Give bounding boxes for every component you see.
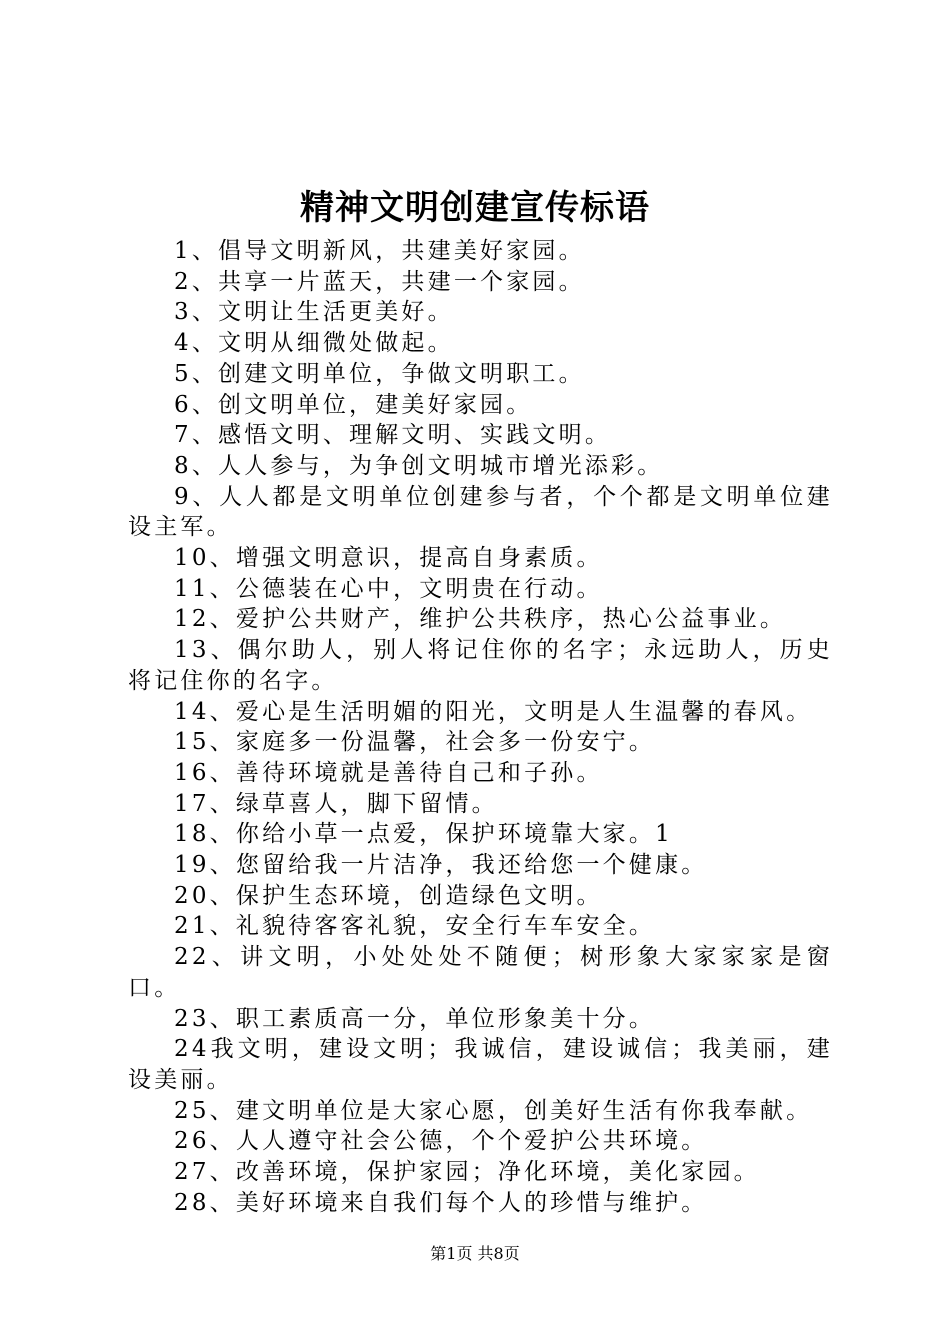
- slogan-item: 1、倡导文明新风，共建美好家园。: [174, 238, 585, 264]
- slogan-item: 27、改善环境，保护家园；净化环境，美化家园。: [174, 1159, 760, 1186]
- slogan-item: 12、爱护公共财产，维护公共秩序，热心公益事业。: [174, 606, 787, 633]
- slogan-item: 21、礼貌待客客礼貌，安全行车车安全。: [174, 913, 656, 940]
- slogan-item: 5、创建文明单位，争做文明职工。: [174, 360, 585, 387]
- slogan-item: 2、共享一片蓝天，共建一个家园。: [174, 268, 585, 295]
- document-title: 精神文明创建宣传标语: [300, 188, 650, 228]
- page-number: 第1页 共8页: [430, 1244, 520, 1263]
- slogan-item: 13、偶尔助人，别人将记住你的名字；永远助人，历史将记住你的名字。: [128, 637, 833, 694]
- slogan-item: 22、讲文明，小处处处不随便；树形象大家家家是窗口。: [128, 944, 833, 1001]
- slogan-item: 26、人人遵守社会公德，个个爱护公共环境。: [174, 1128, 708, 1155]
- slogan-item: 11、公德装在心中，文明贵在行动。: [174, 575, 603, 602]
- slogan-item: 15、家庭多一份温馨，社会多一份安宁。: [174, 729, 656, 756]
- slogan-item: 10、增强文明意识，提高自身素质。: [174, 545, 603, 572]
- slogan-item: 16、善待环境就是善待自己和子孙。: [174, 759, 603, 786]
- slogan-item: 17、绿草喜人，脚下留情。: [174, 790, 498, 817]
- slogan-list: [128, 236, 833, 1219]
- slogan-item: 4、文明从细微处做起。: [174, 330, 454, 357]
- slogan-item: 19、您留给我一片洁净，我还给您一个健康。: [174, 852, 708, 879]
- slogan-item: 14、爱心是生活明媚的阳光，文明是人生温馨的春风。: [174, 698, 813, 725]
- slogan-item: 7、感悟文明、理解文明、实践文明。: [174, 422, 612, 449]
- slogan-item: 25、建文明单位是大家心愿，创美好生活有你我奉献。: [174, 1097, 813, 1124]
- slogan-item: 8、人人参与，为争创文明城市增光添彩。: [174, 452, 664, 479]
- slogan-item: 6、创文明单位，建美好家园。: [174, 391, 533, 418]
- slogan-item: 18、你给小草一点爱，保护环境靠大家。1: [174, 821, 673, 848]
- slogan-item: 24我文明，建设文明；我诚信，建设诚信；我美丽，建设美丽。: [128, 1036, 833, 1093]
- slogan-item: 3、文明让生活更美好。: [174, 299, 454, 326]
- slogan-item: 23、职工素质高一分，单位形象美十分。: [174, 1005, 656, 1032]
- slogan-item: 20、保护生态环境，创造绿色文明。: [174, 882, 603, 909]
- slogan-item: 9、人人都是文明单位创建参与者，个个都是文明单位建设主军。: [128, 483, 833, 541]
- slogan-item: 28、美好环境来自我们每个人的珍惜与维护。: [174, 1189, 708, 1216]
